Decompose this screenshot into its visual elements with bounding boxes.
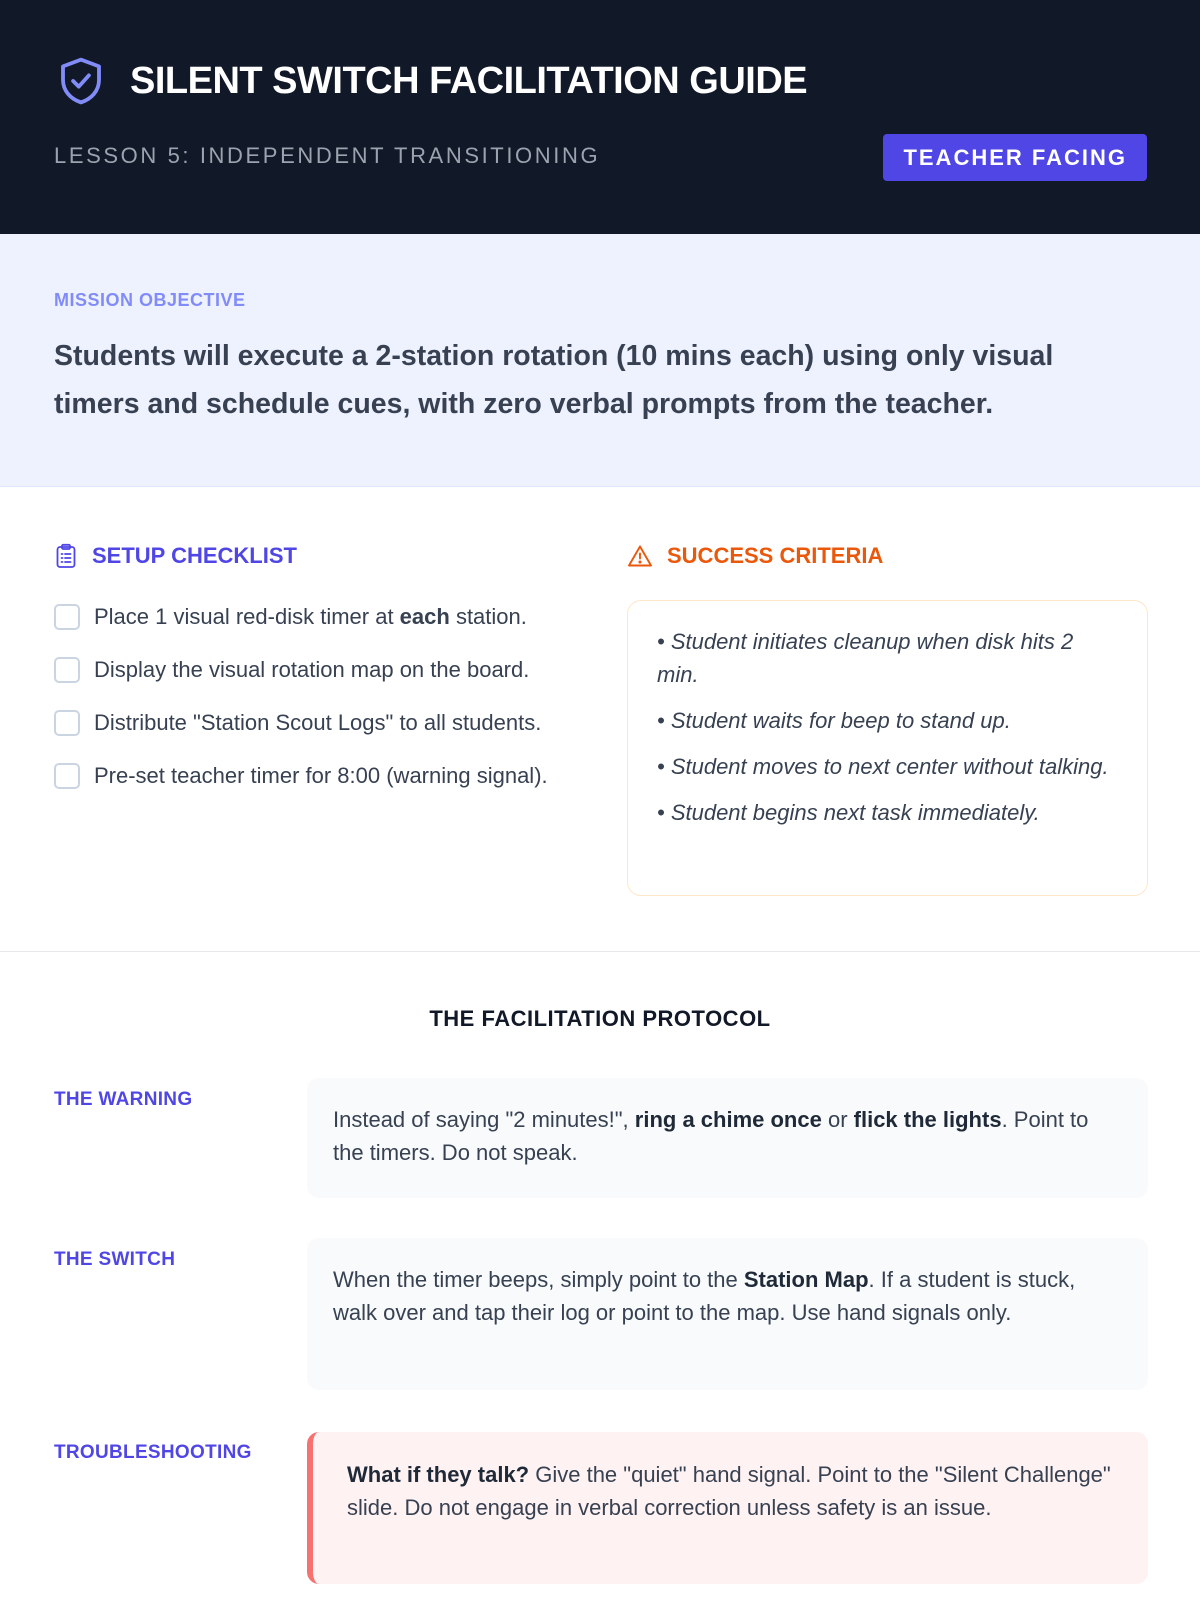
mission-objective-label: MISSION OBJECTIVE bbox=[54, 290, 246, 310]
checkbox[interactable] bbox=[54, 710, 80, 736]
mission-objective-text: Students will execute a 2-station rotation (10 mins each) using only visual timers and schedule cues, with zero verbal prompts from the teacher. bbox=[54, 340, 1054, 420]
header bbox=[0, 0, 1200, 234]
step-label-switch: THE SWITCH bbox=[54, 1249, 176, 1270]
success-criteria-title: SUCCESS CRITERIA bbox=[667, 543, 884, 568]
checklist-item-text: Distribute "Station Scout Logs" to all students. bbox=[94, 710, 542, 735]
success-criteria-box bbox=[627, 600, 1148, 896]
checkbox[interactable] bbox=[54, 657, 80, 683]
checklist-item-text: Display the visual rotation map on the board. bbox=[94, 657, 530, 682]
section-divider bbox=[0, 951, 1200, 952]
setup-checklist-heading bbox=[54, 543, 297, 569]
protocol-title: THE FACILITATION PROTOCOL bbox=[429, 1006, 771, 1031]
criteria-item: • Student begins next task immediately. bbox=[657, 800, 1040, 825]
lesson-subtitle: LESSON 5: INDEPENDENT TRANSITIONING bbox=[54, 143, 601, 168]
step-card-troubleshooting: What if they talk? Give the "quiet" hand signal. Point to the "Silent Challenge" slide. Do not engage in verbal correction unless safety is an issue. bbox=[307, 1432, 1148, 1584]
checklist-item-text: Place 1 visual red-disk timer at each station. bbox=[94, 604, 527, 629]
criteria-item: • Student moves to next center without talking. bbox=[657, 754, 1109, 779]
checkbox[interactable] bbox=[54, 763, 80, 789]
criteria-item: • Student waits for beep to stand up. bbox=[657, 708, 1011, 733]
checklist-item bbox=[54, 653, 574, 687]
step-label-warning: THE WARNING bbox=[54, 1089, 193, 1110]
warning-triangle-icon bbox=[627, 544, 653, 568]
success-criteria-heading bbox=[627, 543, 883, 569]
checklist-item-text: Pre-set teacher timer for 8:00 (warning signal). bbox=[94, 763, 548, 788]
setup-checklist bbox=[54, 600, 574, 812]
step-label-troubleshooting: TROUBLESHOOTING bbox=[54, 1442, 252, 1463]
title-row bbox=[54, 54, 807, 108]
mission-objective-section bbox=[0, 234, 1200, 487]
checklist-item bbox=[54, 600, 574, 634]
checklist-item bbox=[54, 706, 574, 740]
shield-check-icon bbox=[54, 54, 108, 108]
criteria-item: • Student initiates cleanup when disk hits 2 min. bbox=[657, 629, 1074, 687]
step-card-warning: Instead of saying "2 minutes!", ring a chime once or flick the lights. Point to the timers. Do not speak. bbox=[307, 1078, 1148, 1198]
teacher-facing-badge: TEACHER FACING bbox=[883, 134, 1147, 181]
checkbox[interactable] bbox=[54, 604, 80, 630]
step-card-switch: When the timer beeps, simply point to the Station Map. If a student is stuck, walk over and tap their log or point to the map. Use hand signals only. bbox=[307, 1238, 1148, 1390]
page-title: SILENT SWITCH FACILITATION GUIDE bbox=[130, 59, 808, 102]
clipboard-icon bbox=[54, 543, 78, 569]
checklist-item bbox=[54, 759, 574, 793]
setup-checklist-title: SETUP CHECKLIST bbox=[92, 543, 297, 568]
